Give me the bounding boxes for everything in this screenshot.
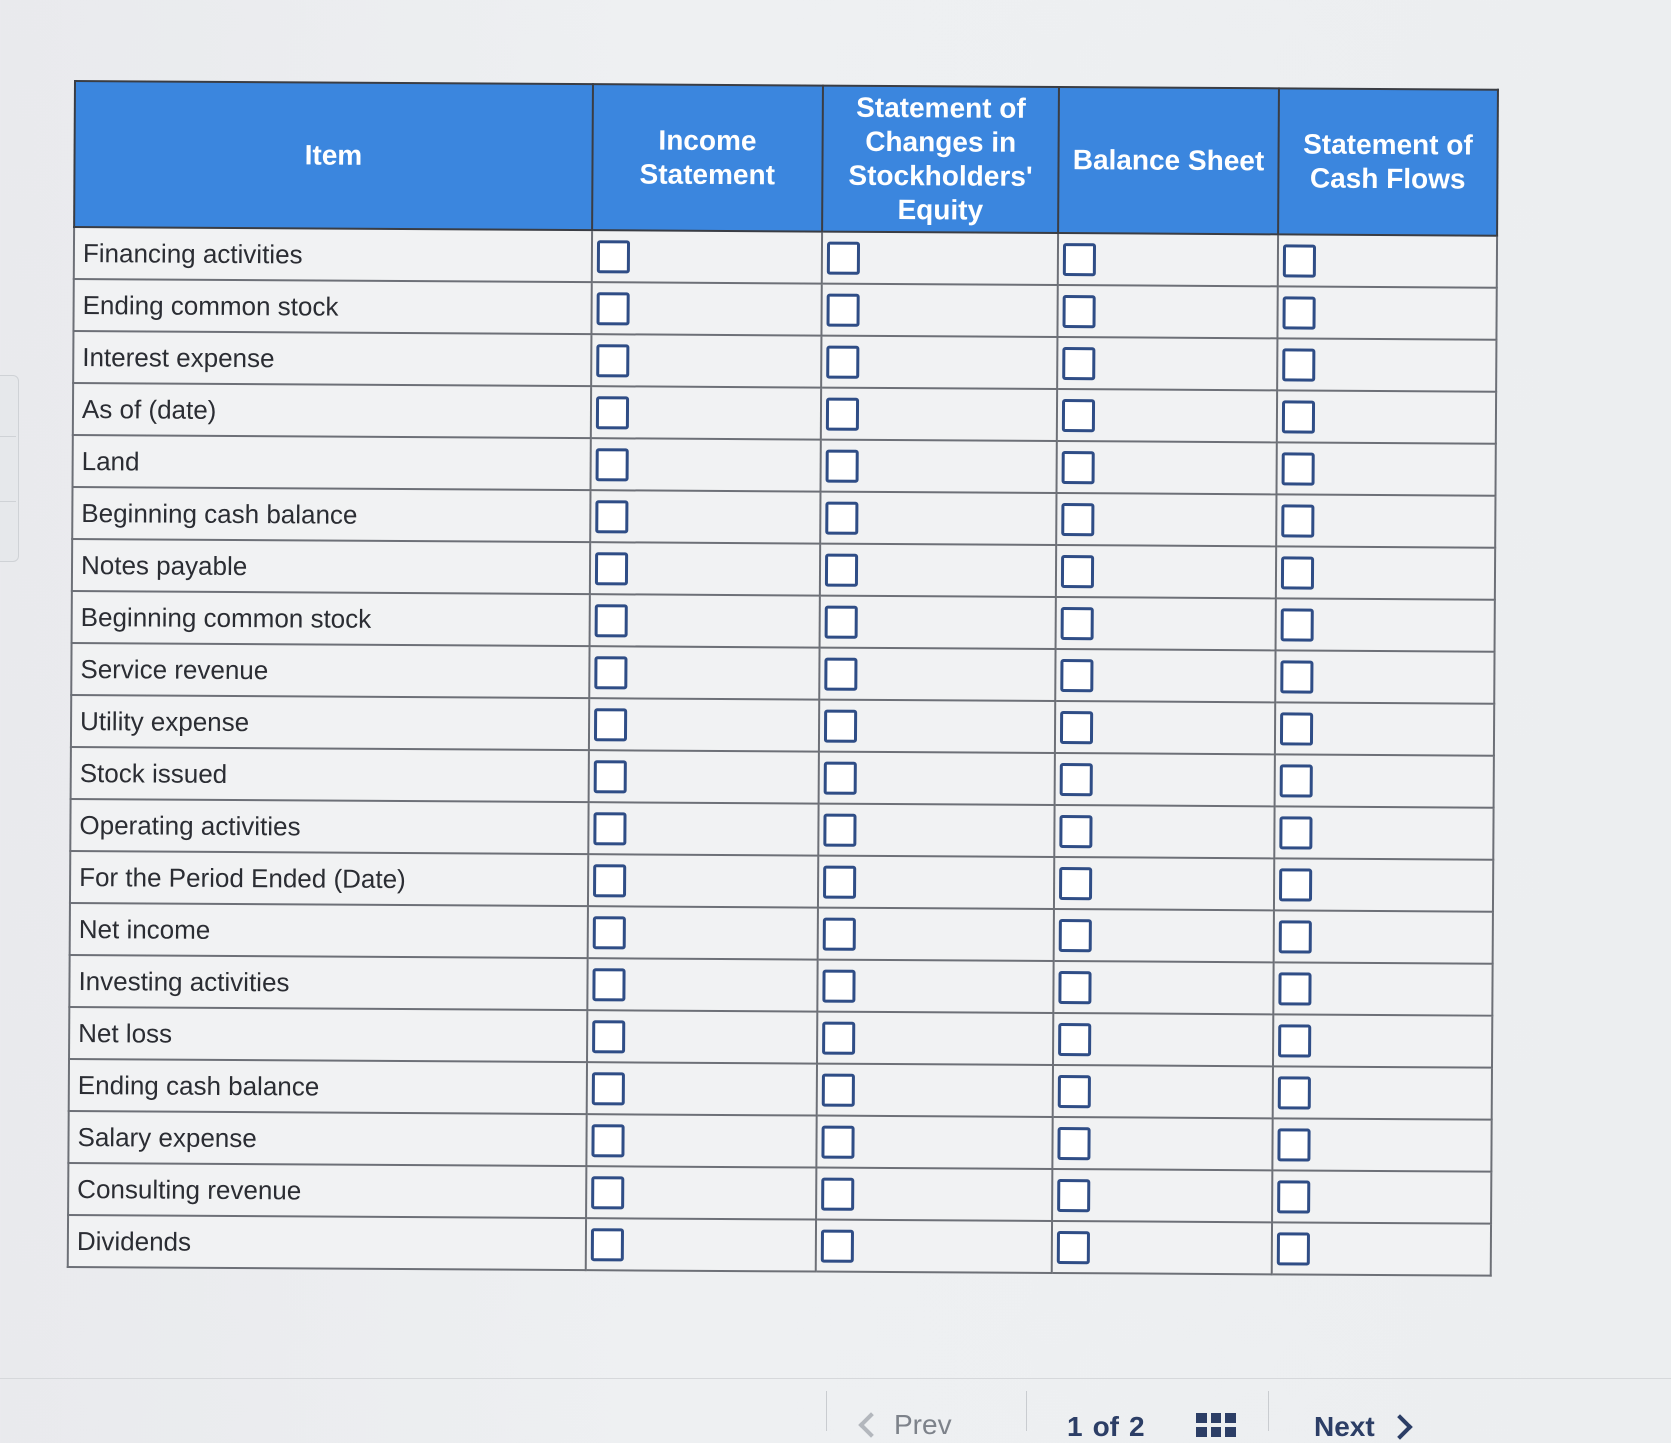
checkbox-balance-sheet[interactable]	[1061, 607, 1094, 640]
pager-divider	[1026, 1391, 1027, 1431]
checkbox-balance-sheet[interactable]	[1057, 1231, 1090, 1264]
row-label: Ending cash balance	[69, 1059, 587, 1114]
row-label: Stock issued	[71, 747, 589, 802]
table-row	[73, 435, 1496, 496]
table-row	[73, 383, 1496, 444]
checkbox-cash-flows[interactable]	[1278, 920, 1311, 953]
checkbox-cash-flows[interactable]	[1278, 1024, 1311, 1057]
row-label: Land	[73, 435, 591, 490]
table-row	[72, 487, 1495, 548]
checkbox-changes-in-equity[interactable]	[823, 813, 856, 846]
cell-changes-in-equity	[818, 908, 1055, 961]
checkbox-changes-in-equity[interactable]	[825, 449, 858, 482]
cell-balance-sheet	[1054, 961, 1274, 1014]
checkbox-changes-in-equity[interactable]	[824, 709, 857, 742]
cell-cash-flows	[1272, 1170, 1492, 1223]
checkbox-changes-in-equity[interactable]	[824, 761, 857, 794]
chevron-right-icon	[1387, 1414, 1412, 1439]
checkbox-changes-in-equity[interactable]	[821, 1229, 854, 1262]
row-label: As of (date)	[73, 383, 591, 438]
checkbox-balance-sheet[interactable]	[1060, 815, 1093, 848]
checkbox-income-statement[interactable]	[593, 760, 626, 793]
cell-cash-flows	[1275, 546, 1495, 599]
chevron-left-icon	[858, 1412, 883, 1437]
table-row	[69, 1059, 1492, 1120]
cell-income-statement	[588, 802, 818, 855]
checkbox-income-statement[interactable]	[596, 292, 629, 325]
cell-income-statement	[589, 646, 819, 699]
cell-income-statement	[591, 386, 821, 439]
checkbox-cash-flows[interactable]	[1280, 660, 1313, 693]
row-label: Utility expense	[71, 695, 589, 750]
column-header-changes-in-equity: Statement of Changes in Stockholders' Equity	[822, 86, 1059, 233]
table-row	[73, 331, 1496, 392]
checkbox-balance-sheet[interactable]	[1062, 503, 1095, 536]
cell-balance-sheet	[1055, 701, 1275, 754]
checkbox-cash-flows[interactable]	[1281, 556, 1314, 589]
cell-balance-sheet	[1052, 1169, 1272, 1222]
side-panel-tab-notch	[0, 436, 16, 502]
cell-cash-flows	[1275, 702, 1495, 755]
cell-cash-flows	[1272, 1118, 1492, 1171]
checkbox-balance-sheet[interactable]	[1058, 1075, 1091, 1108]
cell-changes-in-equity	[820, 440, 1057, 493]
checkbox-cash-flows[interactable]	[1277, 1180, 1310, 1213]
column-header-cash-flows: Statement of Cash Flows	[1278, 88, 1498, 235]
column-header-item: Item	[74, 81, 593, 230]
cell-balance-sheet	[1053, 1065, 1273, 1118]
cell-cash-flows	[1273, 962, 1493, 1015]
pagination-bar	[0, 1378, 1671, 1442]
table-row	[71, 695, 1494, 756]
row-label: Net loss	[69, 1007, 587, 1062]
cell-cash-flows	[1276, 390, 1496, 443]
cell-income-statement	[590, 542, 820, 595]
cell-balance-sheet	[1056, 649, 1276, 702]
checkbox-balance-sheet[interactable]	[1060, 763, 1093, 796]
cell-changes-in-equity	[816, 1168, 1053, 1221]
checkbox-income-statement[interactable]	[593, 864, 626, 897]
cell-balance-sheet	[1057, 441, 1277, 494]
table-row	[68, 1163, 1491, 1224]
table-row	[70, 799, 1493, 860]
grid-icon[interactable]	[1196, 1413, 1236, 1437]
cell-balance-sheet	[1053, 1013, 1273, 1066]
cell-balance-sheet	[1056, 493, 1276, 546]
checkbox-income-statement[interactable]	[594, 656, 627, 689]
checkbox-income-statement[interactable]	[592, 1072, 625, 1105]
checkbox-income-statement[interactable]	[595, 552, 628, 585]
checkbox-cash-flows[interactable]	[1280, 608, 1313, 641]
cell-cash-flows	[1273, 1014, 1493, 1067]
cell-cash-flows	[1271, 1222, 1491, 1275]
checkbox-changes-in-equity[interactable]	[821, 1177, 854, 1210]
cell-income-statement	[586, 1218, 816, 1271]
checkbox-changes-in-equity[interactable]	[826, 397, 859, 430]
checkbox-cash-flows[interactable]	[1279, 868, 1312, 901]
cell-changes-in-equity	[819, 648, 1056, 701]
checkbox-cash-flows[interactable]	[1281, 452, 1314, 485]
checkbox-cash-flows[interactable]	[1282, 400, 1315, 433]
checkbox-income-statement[interactable]	[595, 500, 628, 533]
checkbox-income-statement[interactable]	[592, 968, 625, 1001]
cell-income-statement	[592, 230, 822, 283]
checkbox-balance-sheet[interactable]	[1058, 1127, 1091, 1160]
cell-balance-sheet	[1056, 597, 1276, 650]
cell-balance-sheet	[1056, 545, 1276, 598]
table-row	[72, 591, 1495, 652]
cell-changes-in-equity	[819, 700, 1056, 753]
checkbox-changes-in-equity[interactable]	[827, 241, 860, 274]
page-indicator	[1067, 1411, 1145, 1443]
cell-cash-flows	[1273, 910, 1493, 963]
cell-income-statement	[588, 750, 818, 803]
checkbox-balance-sheet[interactable]	[1059, 971, 1092, 1004]
cell-cash-flows	[1277, 338, 1497, 391]
table-row	[70, 851, 1493, 912]
cell-cash-flows	[1274, 754, 1494, 807]
cell-changes-in-equity	[820, 492, 1057, 545]
cell-income-statement	[591, 334, 821, 387]
cell-income-statement	[587, 1062, 817, 1115]
table-row	[73, 279, 1496, 340]
checkbox-income-statement[interactable]	[593, 812, 626, 845]
checkbox-changes-in-equity[interactable]	[825, 501, 858, 534]
cell-changes-in-equity	[819, 596, 1056, 649]
cell-balance-sheet	[1054, 909, 1274, 962]
row-label: Operating activities	[70, 799, 588, 854]
column-header-income-statement: Income Statement	[592, 84, 823, 231]
cell-balance-sheet	[1058, 233, 1278, 286]
checkbox-balance-sheet[interactable]	[1062, 451, 1095, 484]
cell-changes-in-equity	[816, 1116, 1053, 1169]
cell-balance-sheet	[1055, 753, 1275, 806]
checkbox-balance-sheet[interactable]	[1061, 659, 1094, 692]
table-header-row	[74, 81, 1498, 236]
row-label: For the Period Ended (Date)	[70, 851, 588, 906]
checkbox-changes-in-equity[interactable]	[826, 345, 859, 378]
table-row	[71, 747, 1494, 808]
cell-changes-in-equity	[822, 232, 1059, 285]
cell-income-statement	[590, 438, 820, 491]
cell-income-statement	[589, 594, 819, 647]
cell-changes-in-equity	[821, 336, 1058, 389]
cell-cash-flows	[1277, 286, 1497, 339]
current-page: 1	[1067, 1411, 1083, 1442]
cell-balance-sheet	[1055, 805, 1275, 858]
row-label: Net income	[70, 903, 588, 958]
table-row	[69, 955, 1492, 1016]
row-label: Beginning common stock	[72, 591, 590, 646]
cell-income-statement	[587, 958, 817, 1011]
checkbox-cash-flows[interactable]	[1276, 1232, 1309, 1265]
table-body	[68, 227, 1497, 1276]
checkbox-income-statement[interactable]	[591, 1176, 624, 1209]
of-label: of	[1092, 1411, 1120, 1442]
cell-changes-in-equity	[817, 1012, 1054, 1065]
side-panel-tab[interactable]	[0, 375, 19, 562]
next-button[interactable]	[1314, 1411, 1409, 1443]
checkbox-cash-flows[interactable]	[1280, 712, 1313, 745]
checkbox-cash-flows[interactable]	[1282, 296, 1315, 329]
cell-income-statement	[590, 490, 820, 543]
row-label: Beginning cash balance	[72, 487, 590, 542]
checkbox-balance-sheet[interactable]	[1059, 919, 1092, 952]
table-row	[68, 1215, 1491, 1276]
checkbox-balance-sheet[interactable]	[1062, 347, 1095, 380]
table-row	[70, 903, 1493, 964]
cell-cash-flows	[1277, 234, 1497, 287]
cell-cash-flows	[1276, 442, 1496, 495]
row-label: Financing activities	[74, 227, 592, 282]
checkbox-changes-in-equity[interactable]	[822, 1021, 855, 1054]
cell-income-statement	[586, 1114, 816, 1167]
checkbox-changes-in-equity[interactable]	[823, 865, 856, 898]
pager-divider	[1268, 1391, 1269, 1431]
cell-income-statement	[589, 698, 819, 751]
cell-income-statement	[587, 906, 817, 959]
cell-changes-in-equity	[820, 544, 1057, 597]
cell-changes-in-equity	[818, 804, 1055, 857]
table-row	[71, 643, 1494, 704]
cell-balance-sheet	[1057, 337, 1277, 390]
cell-balance-sheet	[1058, 285, 1278, 338]
row-label: Ending common stock	[73, 279, 591, 334]
cell-balance-sheet	[1052, 1221, 1272, 1274]
checkbox-cash-flows[interactable]	[1278, 972, 1311, 1005]
row-label: Dividends	[68, 1215, 586, 1270]
checkbox-income-statement[interactable]	[592, 1020, 625, 1053]
cell-cash-flows	[1275, 650, 1495, 703]
classification-table	[67, 80, 1499, 1277]
prev-button[interactable]	[862, 1409, 952, 1441]
cell-income-statement	[587, 1010, 817, 1063]
table-row	[69, 1007, 1492, 1068]
pager-divider	[826, 1391, 827, 1431]
cell-cash-flows	[1275, 598, 1495, 651]
prev-label: Prev	[894, 1409, 952, 1440]
cell-cash-flows	[1272, 1066, 1492, 1119]
cell-balance-sheet	[1053, 1117, 1273, 1170]
checkbox-income-statement[interactable]	[593, 916, 626, 949]
row-label: Interest expense	[73, 331, 591, 386]
row-label: Salary expense	[68, 1111, 586, 1166]
cell-changes-in-equity	[821, 388, 1058, 441]
checkbox-changes-in-equity[interactable]	[821, 1125, 854, 1158]
cell-cash-flows	[1274, 858, 1494, 911]
cell-changes-in-equity	[821, 284, 1058, 337]
checkbox-income-statement[interactable]	[596, 396, 629, 429]
checkbox-cash-flows[interactable]	[1279, 764, 1312, 797]
row-label: Service revenue	[71, 643, 589, 698]
checkbox-cash-flows[interactable]	[1279, 816, 1312, 849]
checkbox-balance-sheet[interactable]	[1063, 243, 1096, 276]
checkbox-changes-in-equity[interactable]	[822, 969, 855, 1002]
cell-changes-in-equity	[818, 752, 1055, 805]
checkbox-balance-sheet[interactable]	[1063, 295, 1096, 328]
checkbox-income-statement[interactable]	[591, 1228, 624, 1261]
checkbox-income-statement[interactable]	[596, 344, 629, 377]
checkbox-changes-in-equity[interactable]	[825, 553, 858, 586]
table-row	[68, 1111, 1491, 1172]
checkbox-income-statement[interactable]	[591, 1124, 624, 1157]
checkbox-balance-sheet[interactable]	[1057, 1179, 1090, 1212]
checkbox-income-statement[interactable]	[594, 604, 627, 637]
checkbox-cash-flows[interactable]	[1282, 348, 1315, 381]
checkbox-changes-in-equity[interactable]	[823, 917, 856, 950]
checkbox-balance-sheet[interactable]	[1061, 555, 1094, 588]
checkbox-balance-sheet[interactable]	[1062, 399, 1095, 432]
checkbox-cash-flows[interactable]	[1282, 244, 1315, 277]
checkbox-cash-flows[interactable]	[1277, 1076, 1310, 1109]
checkbox-income-statement[interactable]	[594, 708, 627, 741]
cell-cash-flows	[1276, 494, 1496, 547]
checkbox-changes-in-equity[interactable]	[822, 1073, 855, 1106]
cell-changes-in-equity	[817, 1064, 1054, 1117]
cell-balance-sheet	[1057, 389, 1277, 442]
cell-changes-in-equity	[818, 856, 1055, 909]
cell-changes-in-equity	[817, 960, 1054, 1013]
row-label: Notes payable	[72, 539, 590, 594]
table-row	[72, 539, 1495, 600]
checkbox-changes-in-equity[interactable]	[826, 293, 859, 326]
checkbox-balance-sheet[interactable]	[1058, 1023, 1091, 1056]
table-row	[74, 227, 1497, 288]
checkbox-income-statement[interactable]	[595, 448, 628, 481]
checkbox-changes-in-equity[interactable]	[824, 657, 857, 690]
checkbox-cash-flows[interactable]	[1277, 1128, 1310, 1161]
total-pages: 2	[1129, 1411, 1145, 1442]
row-label: Consulting revenue	[68, 1163, 586, 1218]
checkbox-balance-sheet[interactable]	[1059, 867, 1092, 900]
cell-cash-flows	[1274, 806, 1494, 859]
cell-balance-sheet	[1054, 857, 1274, 910]
checkbox-cash-flows[interactable]	[1281, 504, 1314, 537]
column-header-balance-sheet: Balance Sheet	[1058, 87, 1278, 234]
cell-changes-in-equity	[816, 1220, 1053, 1273]
row-label: Investing activities	[69, 955, 587, 1010]
checkbox-changes-in-equity[interactable]	[824, 605, 857, 638]
cell-income-statement	[588, 854, 818, 907]
checkbox-income-statement[interactable]	[597, 240, 630, 273]
next-label: Next	[1314, 1411, 1375, 1442]
checkbox-balance-sheet[interactable]	[1060, 711, 1093, 744]
cell-income-statement	[591, 282, 821, 335]
cell-income-statement	[586, 1166, 816, 1219]
